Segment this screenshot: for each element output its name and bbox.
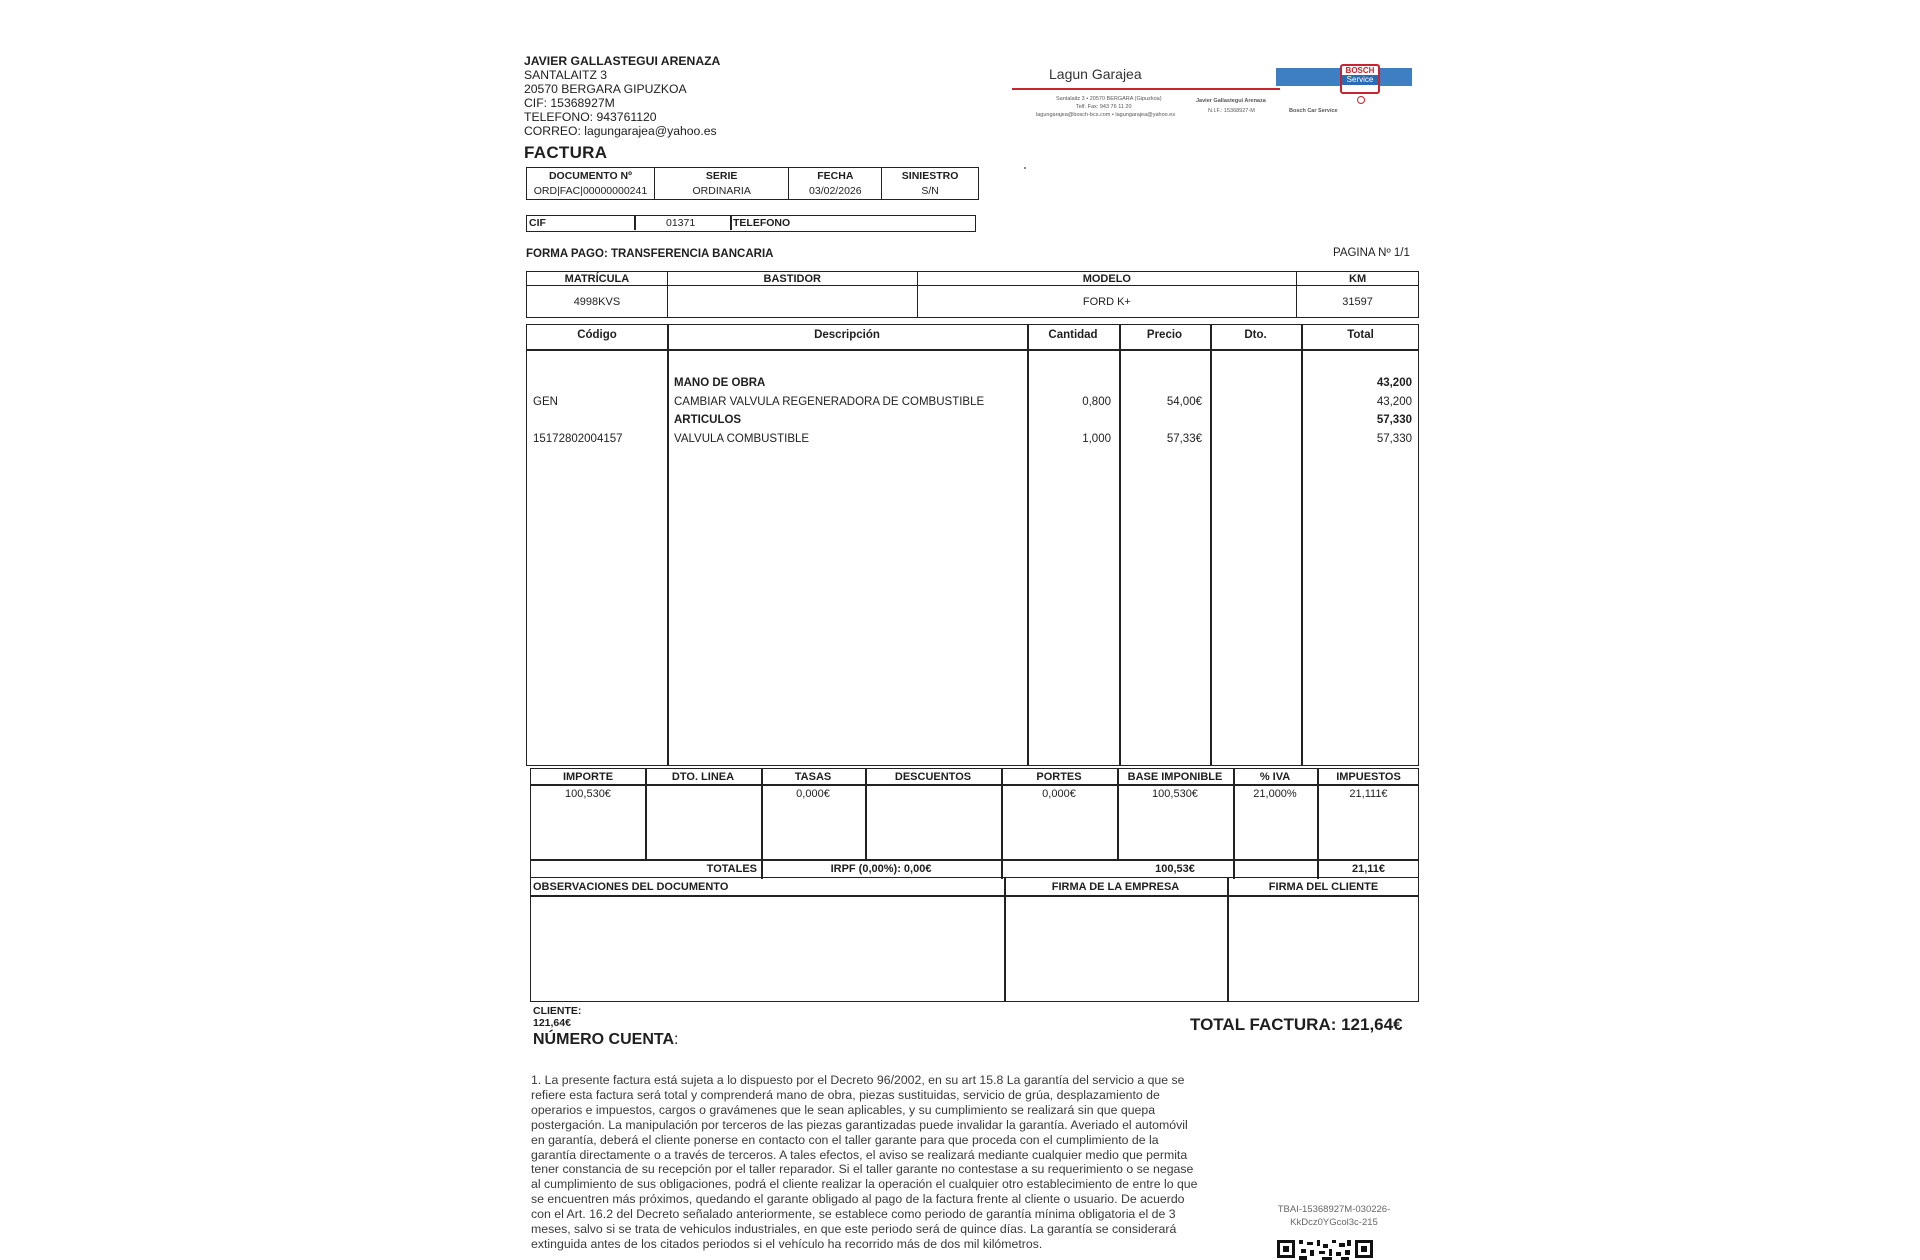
legal-terms — [531, 1073, 1246, 1252]
vehicle-table — [526, 271, 1419, 318]
code-header: Código — [577, 329, 617, 341]
tax-base-total: 100,53€ — [1155, 863, 1195, 875]
legal-line: garantía directamente o a través de terceros. A tales efectos, el aviso se realizará mediante cualquier medio que permita — [531, 1147, 1188, 1162]
model-header: MODELO — [917, 272, 1297, 286]
tax-base-value: 100,530€ — [1152, 788, 1198, 800]
legal-line: refiere esta factura será total y comprenderá mano de obra, piezas sustituidas, servicio de grúa, desplazamiento de — [531, 1087, 1160, 1102]
legal-line: al cumplimiento de sus obligaciones, podrá el cliente realizar la operación el cualquier otro establecimiento de entre lo que — [531, 1177, 1198, 1192]
doc-claim-value: S/N — [882, 184, 979, 200]
legal-line: en garantía, deberá el cliente ponerse en contacto con el taller garante para que proceda con el cumplimiento de la — [531, 1132, 1159, 1147]
table-row — [527, 433, 1418, 451]
page-number: PAGINA Nº 1/1 — [1333, 247, 1410, 259]
logo-brand-name: Lagun Garajea — [1049, 66, 1142, 82]
km-header: KM — [1297, 272, 1419, 286]
chassis-value — [667, 286, 917, 318]
legal-line: tener constancia de su recepción por el taller reparador. Si el taller garante no contestase a su requerimiento o se negase — [531, 1162, 1194, 1177]
chassis-header: BASTIDOR — [667, 272, 917, 286]
tax-base-header: BASE IMPONIBLE — [1127, 771, 1223, 783]
tbai-line-1: TBAI-15368927M-030226- — [1277, 1204, 1391, 1215]
plate-header: MATRÍCULA — [527, 272, 668, 286]
issuer-cif: CIF: 15368927M — [524, 96, 615, 110]
bosch-ring-icon — [1357, 96, 1365, 104]
line-discount-header: DTO. LINEA — [671, 771, 735, 783]
shipping-header: PORTES — [1036, 771, 1082, 783]
client-phone-label: TELEFONO — [733, 217, 791, 229]
doc-series-header: SERIE — [654, 168, 789, 184]
summary-header-divider — [531, 784, 1418, 786]
taxes-total: 21,11€ — [1351, 863, 1386, 875]
issuer-city: 20570 BERGARA GIPUZKOA — [524, 82, 687, 96]
account-number-colon: : — [674, 1031, 679, 1048]
issuer-phone: TELEFONO: 943761120 — [524, 110, 657, 124]
quantity-header: Cantidad — [1048, 329, 1098, 341]
row-price: 54,00€ — [1166, 396, 1202, 408]
discount-header: Dto. — [1244, 329, 1267, 341]
bosch-service-badge — [1340, 64, 1380, 94]
row-description: VALVULA COMBUSTIBLE — [674, 433, 810, 445]
table-row — [527, 396, 1418, 414]
legal-line: con el Art. 16.2 del Decreto señalado anteriormente, se establece como periodo de garantía mínima obligatoria el de 3 — [531, 1207, 1176, 1222]
client-label: CLIENTE: — [533, 1005, 582, 1017]
header-divider — [527, 349, 1418, 351]
doc-series-value: ORDINARIA — [654, 184, 789, 200]
discounts-header: DESCUENTOS — [894, 771, 972, 783]
legal-line: extinguida antes de los citados periodos si el vehículo ha recorrido más de dos mil kilómetros. — [531, 1236, 1043, 1251]
client-id-line — [526, 215, 976, 232]
doc-claim-header: SINIESTRO — [882, 168, 979, 184]
doc-date-header: FECHA — [789, 168, 882, 184]
tax-summary-table — [530, 768, 1419, 878]
client-line-divider — [634, 216, 636, 230]
company-signature-label: FIRMA DE LA EMPRESA — [1051, 881, 1180, 893]
fees-value: 0,000€ — [796, 788, 830, 800]
model-value: FORD K+ — [917, 286, 1297, 318]
invoice-lines-table — [526, 324, 1419, 766]
issuer-name: JAVIER GALLASTEGUI ARENAZA — [524, 54, 721, 68]
row-code: GEN — [533, 396, 558, 408]
document-info-table — [526, 167, 979, 200]
issuer-block — [524, 54, 720, 138]
logo-red-line — [1012, 88, 1280, 90]
issuer-email: CORREO: lagungarajea@yahoo.es — [524, 124, 717, 138]
legal-line: 1. La presente factura está sujeta a lo dispuesto por el Decreto 96/2002, en su art 15.8 La garantía del servicio a que se — [531, 1073, 1185, 1087]
row-quantity: 0,800 — [1082, 396, 1111, 408]
legal-line: meses, salvo si se trata de vehiculos industriales, en que este periodo será de quince días. La garantía se considerará — [531, 1222, 1177, 1237]
badge-service-text: Service — [1342, 75, 1378, 85]
vat-rate-value: 21,000% — [1253, 788, 1297, 800]
document-title: FACTURA — [524, 143, 608, 162]
taxes-value: 21,111€ — [1349, 788, 1388, 800]
row-description: ARTICULOS — [674, 414, 742, 426]
plate-value: 4998KVS — [527, 286, 668, 318]
km-value: 31597 — [1297, 286, 1419, 318]
doc-number-value: ORD|FAC|00000000241 — [527, 184, 655, 200]
price-header: Precio — [1146, 329, 1183, 341]
totals-label: TOTALES — [706, 863, 757, 875]
row-quantity: 1,000 — [1082, 433, 1111, 445]
tbai-line-2: KkDcz0YGcol3c-215 — [1290, 1217, 1378, 1228]
amount-header: IMPORTE — [562, 771, 614, 783]
table-row — [527, 414, 1418, 432]
observations-signatures — [530, 877, 1419, 1002]
account-number-label — [533, 1031, 678, 1049]
observations-label: OBSERVACIONES DEL DOCUMENTO — [533, 881, 729, 893]
taxes-header: IMPUESTOS — [1336, 771, 1401, 783]
logo-tiny-nif: N.I.F.: 15368927-M — [1208, 108, 1255, 114]
client-cif-label: CIF — [529, 217, 546, 229]
row-total: 43,200 — [1376, 396, 1412, 408]
client-amount-value: 121,64€ — [533, 1017, 571, 1029]
vat-rate-header: % IVA — [1259, 771, 1291, 783]
shipping-value: 0,000€ — [1042, 788, 1076, 800]
logo-tiny-email: lagungarajea@bosch-bcs.com • lagungarajea@yahoo.es — [1036, 112, 1176, 118]
amount-value: 100,530€ — [565, 788, 611, 800]
logo-tiny-phone: Telf. Fax: 943 76 11 20 — [1076, 104, 1132, 110]
doc-number-header: DOCUMENTO Nº — [527, 168, 655, 184]
doc-date-value: 03/02/2026 — [789, 184, 882, 200]
row-total: 57,330 — [1376, 414, 1412, 426]
table-row — [527, 377, 1418, 395]
legal-line: se encuentren más próximos, quedando el garante obligado al pago de la factura frente al cliente o usuario. De acuerdo — [531, 1192, 1185, 1207]
issuer-address: SANTALAITZ 3 — [524, 68, 608, 82]
header-divider — [531, 895, 1418, 897]
column-divider — [1001, 769, 1003, 879]
legal-line: postergación. La manipulación por terceros de las piezas garantizadas puede invalidar la garantía. Averiado el automóvil — [531, 1117, 1188, 1132]
total-header: Total — [1347, 329, 1374, 341]
row-description: CAMBIAR VALVULA REGENERADORA DE COMBUSTIBLE — [674, 396, 985, 408]
row-price: 57,33€ — [1166, 433, 1202, 445]
legal-line: operarios e impuestos, cargos o gravámenes que le sean aplicables, y su cumplimiento se realizará sin que quepa — [531, 1102, 1156, 1117]
ticketbai-code — [1274, 1203, 1394, 1229]
client-cif-value: 01371 — [666, 217, 696, 229]
column-divider — [1233, 769, 1235, 879]
badge-bosch-text: BOSCH — [1345, 66, 1375, 75]
row-code: 15172802004157 — [533, 433, 623, 445]
company-logo — [1012, 60, 1412, 130]
irpf-label: IRPF (0,00%): 0,00€ — [830, 863, 932, 875]
client-signature-label: FIRMA DEL CLIENTE — [1268, 881, 1379, 893]
account-number-text: NÚMERO CUENTA — [533, 1031, 675, 1048]
fees-header: TASAS — [794, 771, 832, 783]
logo-tiny-bcs: Bosch Car Service — [1289, 108, 1338, 114]
invoice-total: TOTAL FACTURA: 121,64€ — [1190, 1015, 1403, 1034]
summary-totals-divider — [531, 859, 1418, 861]
row-total: 43,200 — [1376, 377, 1412, 389]
logo-tiny-address: Santalaitz 3 • 20570 BERGARA (Gipuzkoa) — [1056, 96, 1162, 102]
logo-tiny-owner: Javier Gallastegui Arenaza — [1196, 98, 1266, 104]
client-amount — [533, 1005, 581, 1029]
row-total: 57,330 — [1376, 433, 1412, 445]
payment-method: FORMA PAGO: TRANSFERENCIA BANCARIA — [526, 248, 774, 260]
qr-code-icon — [1277, 1240, 1373, 1260]
scan-speck — [1024, 167, 1026, 169]
row-description: MANO DE OBRA — [674, 377, 766, 389]
client-line-divider — [730, 216, 732, 230]
description-header: Descripción — [814, 329, 880, 341]
